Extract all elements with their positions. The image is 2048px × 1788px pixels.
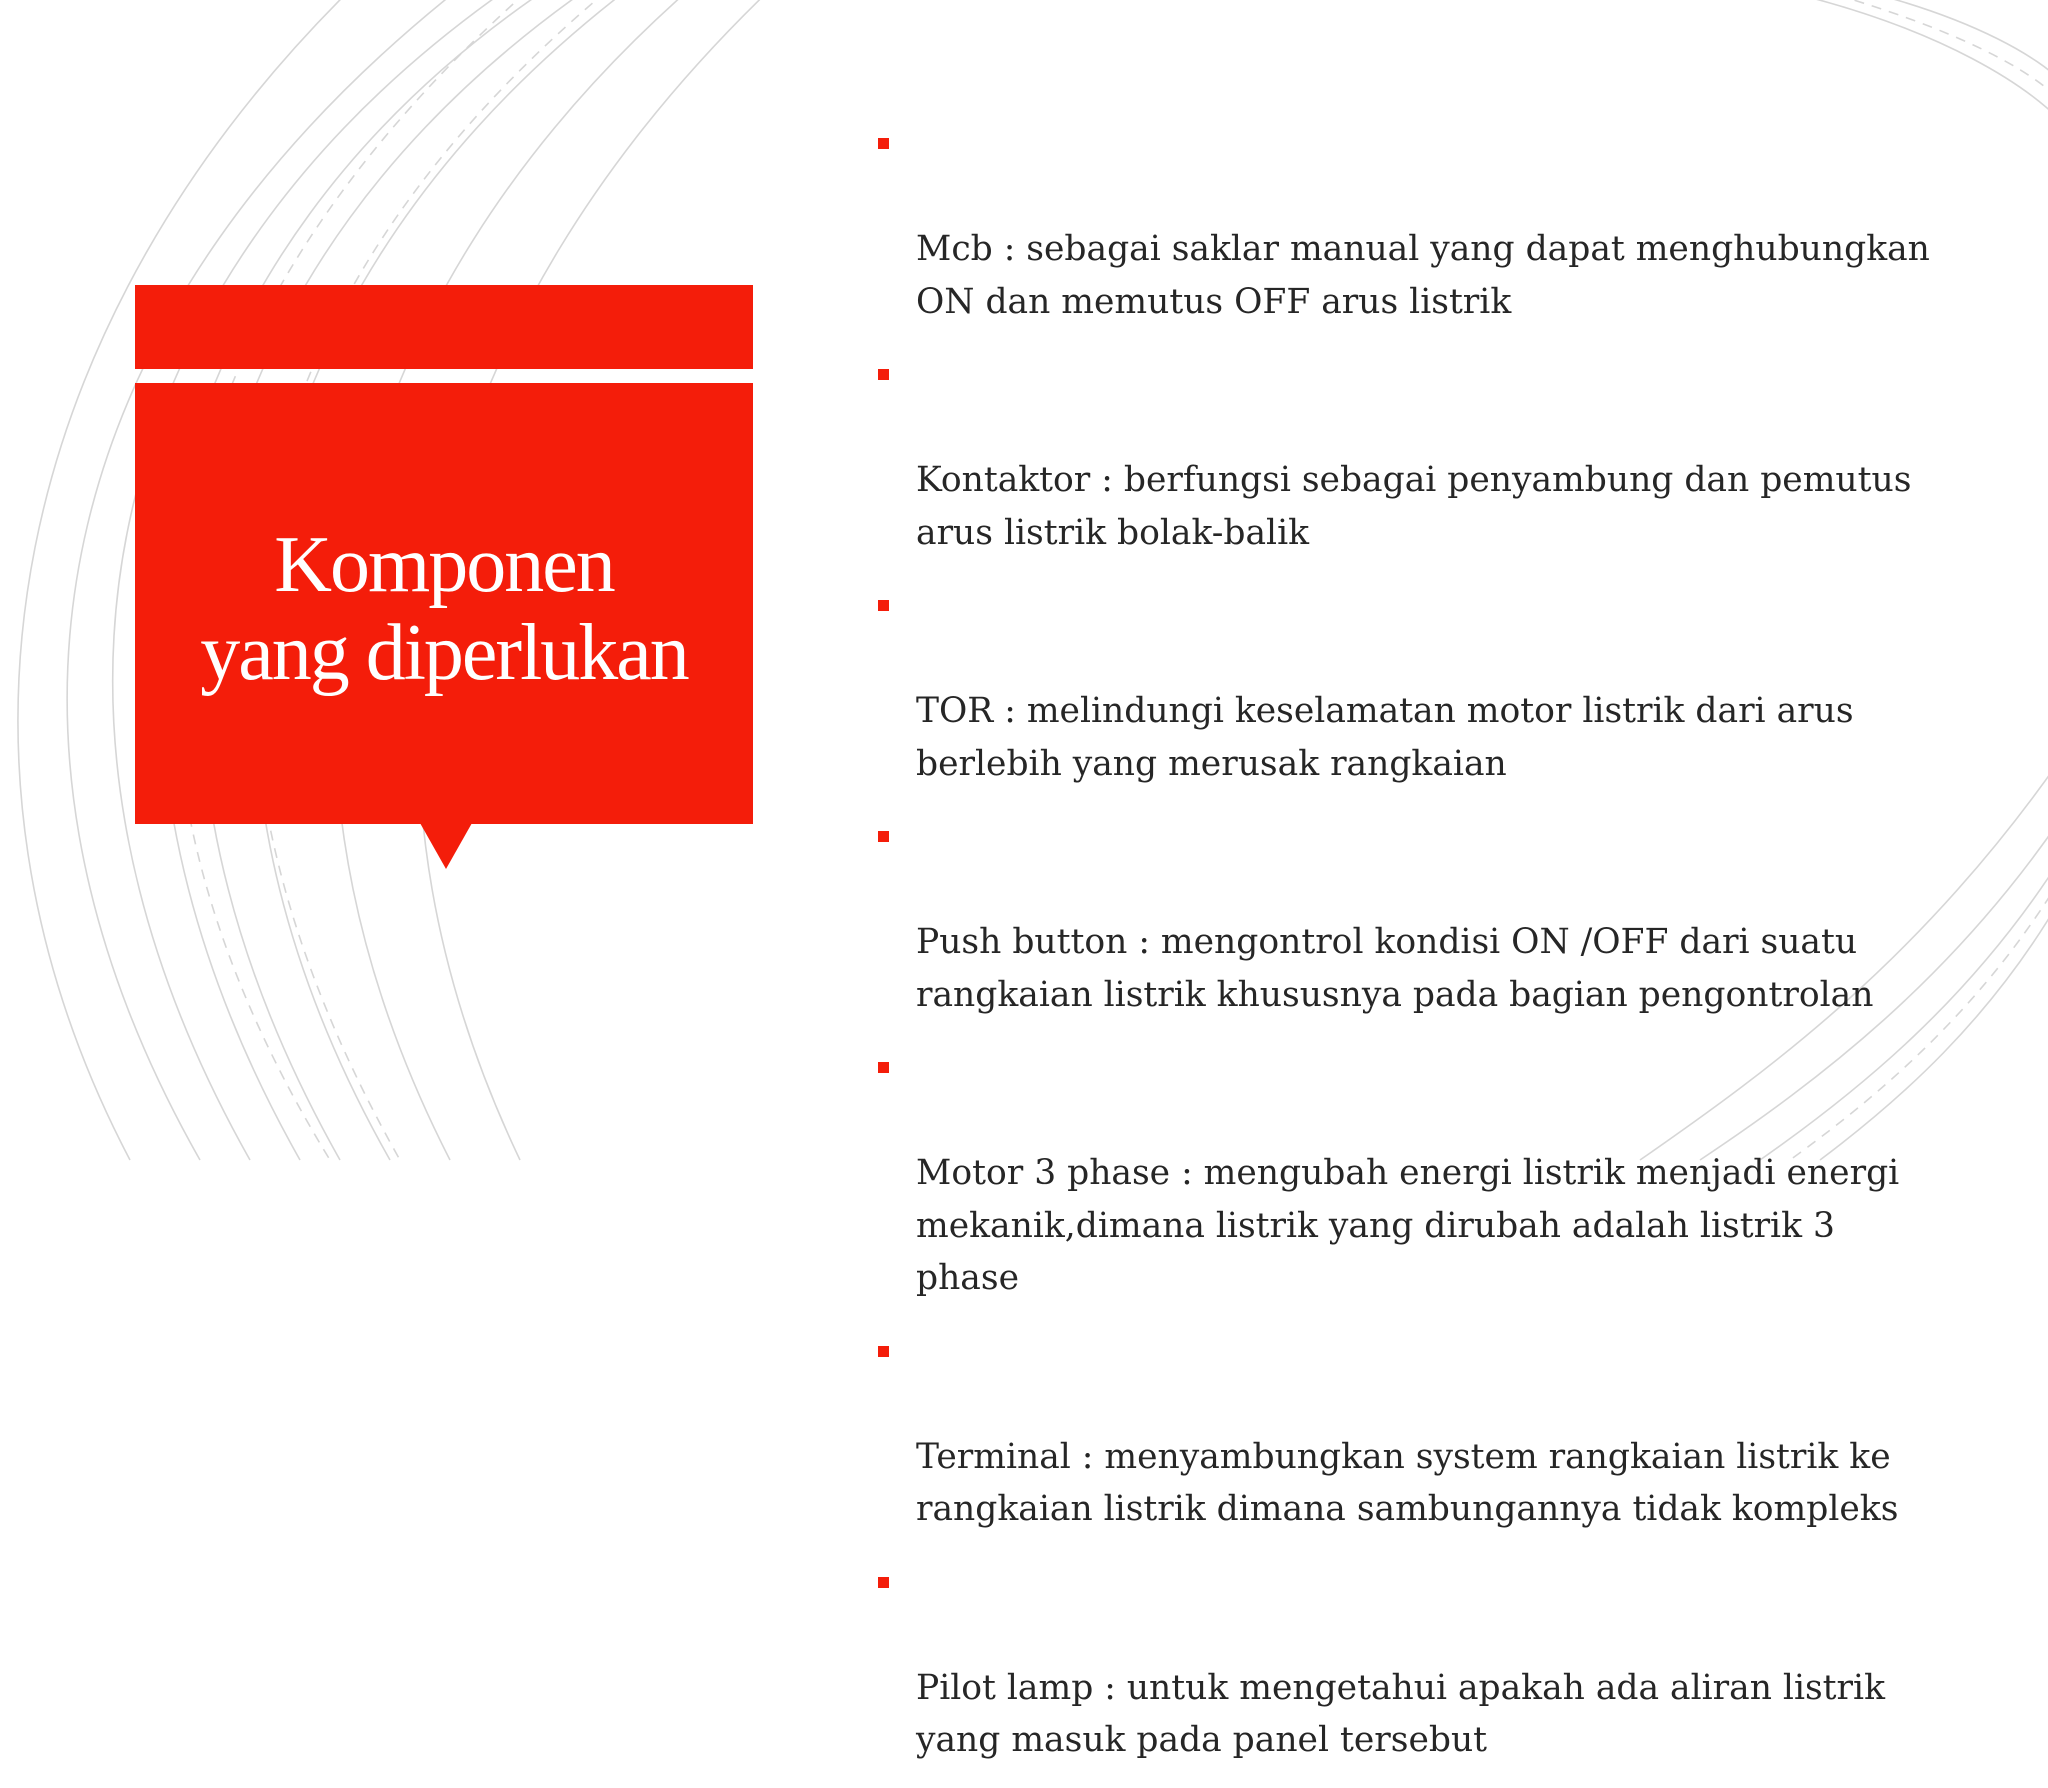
- square-bullet-icon: [878, 831, 889, 842]
- bullet-item: [878, 349, 1998, 559]
- slide-title-line: Komponen: [274, 520, 614, 609]
- bullet-item: [878, 1042, 1998, 1305]
- bullet-text: Push button : mengontrol kondisi ON /OFF dari suatu rangkaian listrik khususnya pada bagian pengontrolan: [916, 922, 1874, 1015]
- bullet-item: [878, 1557, 1998, 1767]
- bullet-item: [878, 811, 1998, 1021]
- slide-title: [200, 521, 688, 697]
- square-bullet-icon: [878, 1346, 889, 1357]
- title-callout-box: [135, 383, 753, 824]
- square-bullet-icon: [878, 369, 889, 380]
- bullet-text: Kontaktor : berfungsi sebagai penyambung dan pemutus arus listrik bolak-balik: [916, 460, 1912, 553]
- callout-pointer: [420, 823, 472, 869]
- bullet-text: Pilot lamp : untuk mengetahui apakah ada aliran listrik yang masuk pada panel tersebut: [916, 1667, 1885, 1760]
- component-bullet-list: [878, 118, 1998, 1788]
- square-bullet-icon: [878, 1577, 889, 1588]
- bullet-text: Motor 3 phase : mengubah energi listrik menjadi energi mekanik,dimana listrik yang dirubah adalah listrik 3 phase: [916, 1153, 1900, 1298]
- bullet-text: Mcb : sebagai saklar manual yang dapat menghubungkan ON dan memutus OFF arus listrik: [916, 229, 1930, 322]
- bullet-text: Terminal : menyambungkan system rangkaian listrik ke rangkaian listrik dimana sambungannya tidak kompleks: [916, 1436, 1899, 1529]
- square-bullet-icon: [878, 600, 889, 611]
- bullet-item: [878, 1326, 1998, 1536]
- slide-title-line: yang diperlukan: [200, 608, 688, 697]
- square-bullet-icon: [878, 1062, 889, 1073]
- square-bullet-icon: [878, 138, 889, 149]
- title-accent-bar: [135, 285, 753, 369]
- bullet-item: [878, 580, 1998, 790]
- bullet-text: TOR : melindungi keselamatan motor listrik dari arus berlebih yang merusak rangkaian: [916, 691, 1854, 784]
- bullet-item: [878, 118, 1998, 328]
